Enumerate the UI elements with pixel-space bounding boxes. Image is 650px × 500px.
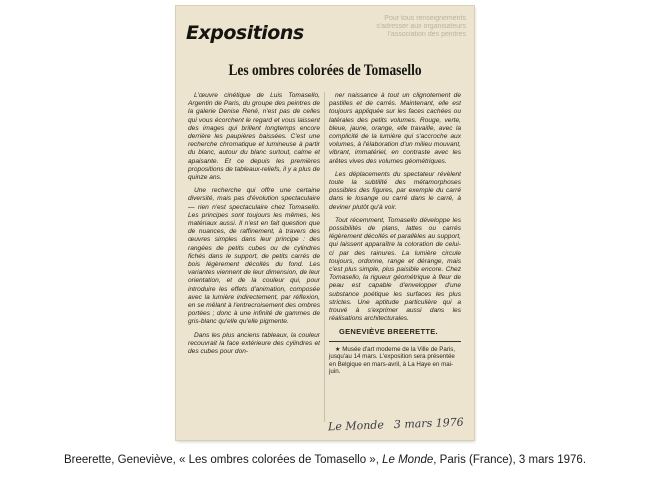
handwritten-annotation <box>328 416 464 434</box>
caption-citation: Breerette, Geneviève, « Les ombres colorées de Tomasello », <box>63 454 383 466</box>
exhibition-note: ★ Musée d'art moderne de la Ville de Paris, jusqu'au 14 mars. L'exposition sera présentée en Belgique en mars-avril, à La Haye en mai-juin. <box>329 345 456 375</box>
article-paragraph: Tout récemment, Tomasello développe les possibilités de plans, lattes ou carrés légèrement décollés et parallèles au support, qui laissent apparaître la coloration de celui-ci par des rainures. La lumière circule toujours, ordonne, range et dérange, mais c'est plus simple, plus paisible encore. Chez Tomasello, la rigueur géométrique à fleur de peau est capable d'envelopper d'une substance poétique les surfaces les plus strictes. Une aptitude particulière qui a trouvé à s'exprimer aussi dans les réalisations architecturales. <box>329 216 461 323</box>
bleed-through-text <box>346 15 466 39</box>
article-paragraph: Dans les plus anciens tableaux, la couleur recouvrait la face extérieure des cylindres et des cubes pour don- <box>188 331 320 356</box>
column-divider <box>324 92 325 422</box>
caption-details: , Paris (France), 3 mars 1976. <box>433 454 587 466</box>
handwritten-date: 3 mars 1976 <box>393 415 464 432</box>
article-column-left <box>188 92 320 361</box>
author-signature: GENEVIÈVE BREERETTE. <box>339 327 438 337</box>
article-paragraph: Une recherche qui offre une certaine diversité, mais pas d'évolution spectaculaire — rien n'est spectaculaire chez Tomasello. Les principes sont toujours les mêmes, les matériaux aussi. Il n'est en fait question que de nuances, de raffinement, à travers des œuvres simples dans leur principe : des rangées de petits cubes ou de cylindres fichés dans le support, de petits carrés de bois légèrement décollés du fond. Les variantes viennent de leur dimension, de leur orientation, et de la couleur qui, pour introduire les effets d'animation, composée avec la lumière indirectement, par réflexion, en se mêlant à l'entrecroisement des ombres portées ; donc à une infinité de gammes de gris-blanc qu'elle qu'elle pigmente. <box>188 187 320 326</box>
article-column-right <box>329 92 461 380</box>
bleed-line: s'adresser aux organisateurs <box>376 23 466 30</box>
separator-rule <box>329 341 461 342</box>
article-headline: Les ombres colorées de Tomasello <box>228 62 422 79</box>
image-caption <box>0 454 650 466</box>
article-paragraph: Les déplacements du spectateur révèlent toute la subtilité des métamorphoses possibles des figures, par exemple du carré dans le losange ou carré dans le carré, à deviner plutôt qu'à voir. <box>329 170 461 211</box>
newspaper-clipping <box>176 6 474 440</box>
bleed-line: Pour tous renseignements <box>384 15 466 22</box>
article-paragraph: L'œuvre cinétique de Luis Tomasello, Argentin de Paris, du groupe des peintres de la galerie Denise René, n'est pas de celles qui vous écorchent le regard et vous laissent des images qui brillent longtemps encore derrière les paupières baissées. C'est une recherche chromatique et lumineuse à partir du blanc, autour du blanc surtout, calme et apaisante. Et ce depuis les premières propositions de tableaux-reliefs, il y a plus de quinze ans. <box>188 92 320 182</box>
handwritten-source: Le Monde <box>327 418 385 434</box>
bleed-line: l'association des peintres <box>388 31 466 38</box>
article-paragraph: ner naissance à tout un clignotement de pastilles et de carrés. Maintenant, elle est toujours appliquée sur les faces cachées ou latérales des petits volumes. Rouge, verte, bleue, jaune, orange, elle travaille, avec la complicité de la lumière qui s'accroche aux volumes, à l'élaboration d'un milieu mouvant, vibrant, immatériel, en contraste avec les arêtes vives des volumes géométriques. <box>329 92 461 165</box>
caption-publication: Le Monde <box>382 454 434 466</box>
section-rubric: Expositions <box>186 22 304 44</box>
